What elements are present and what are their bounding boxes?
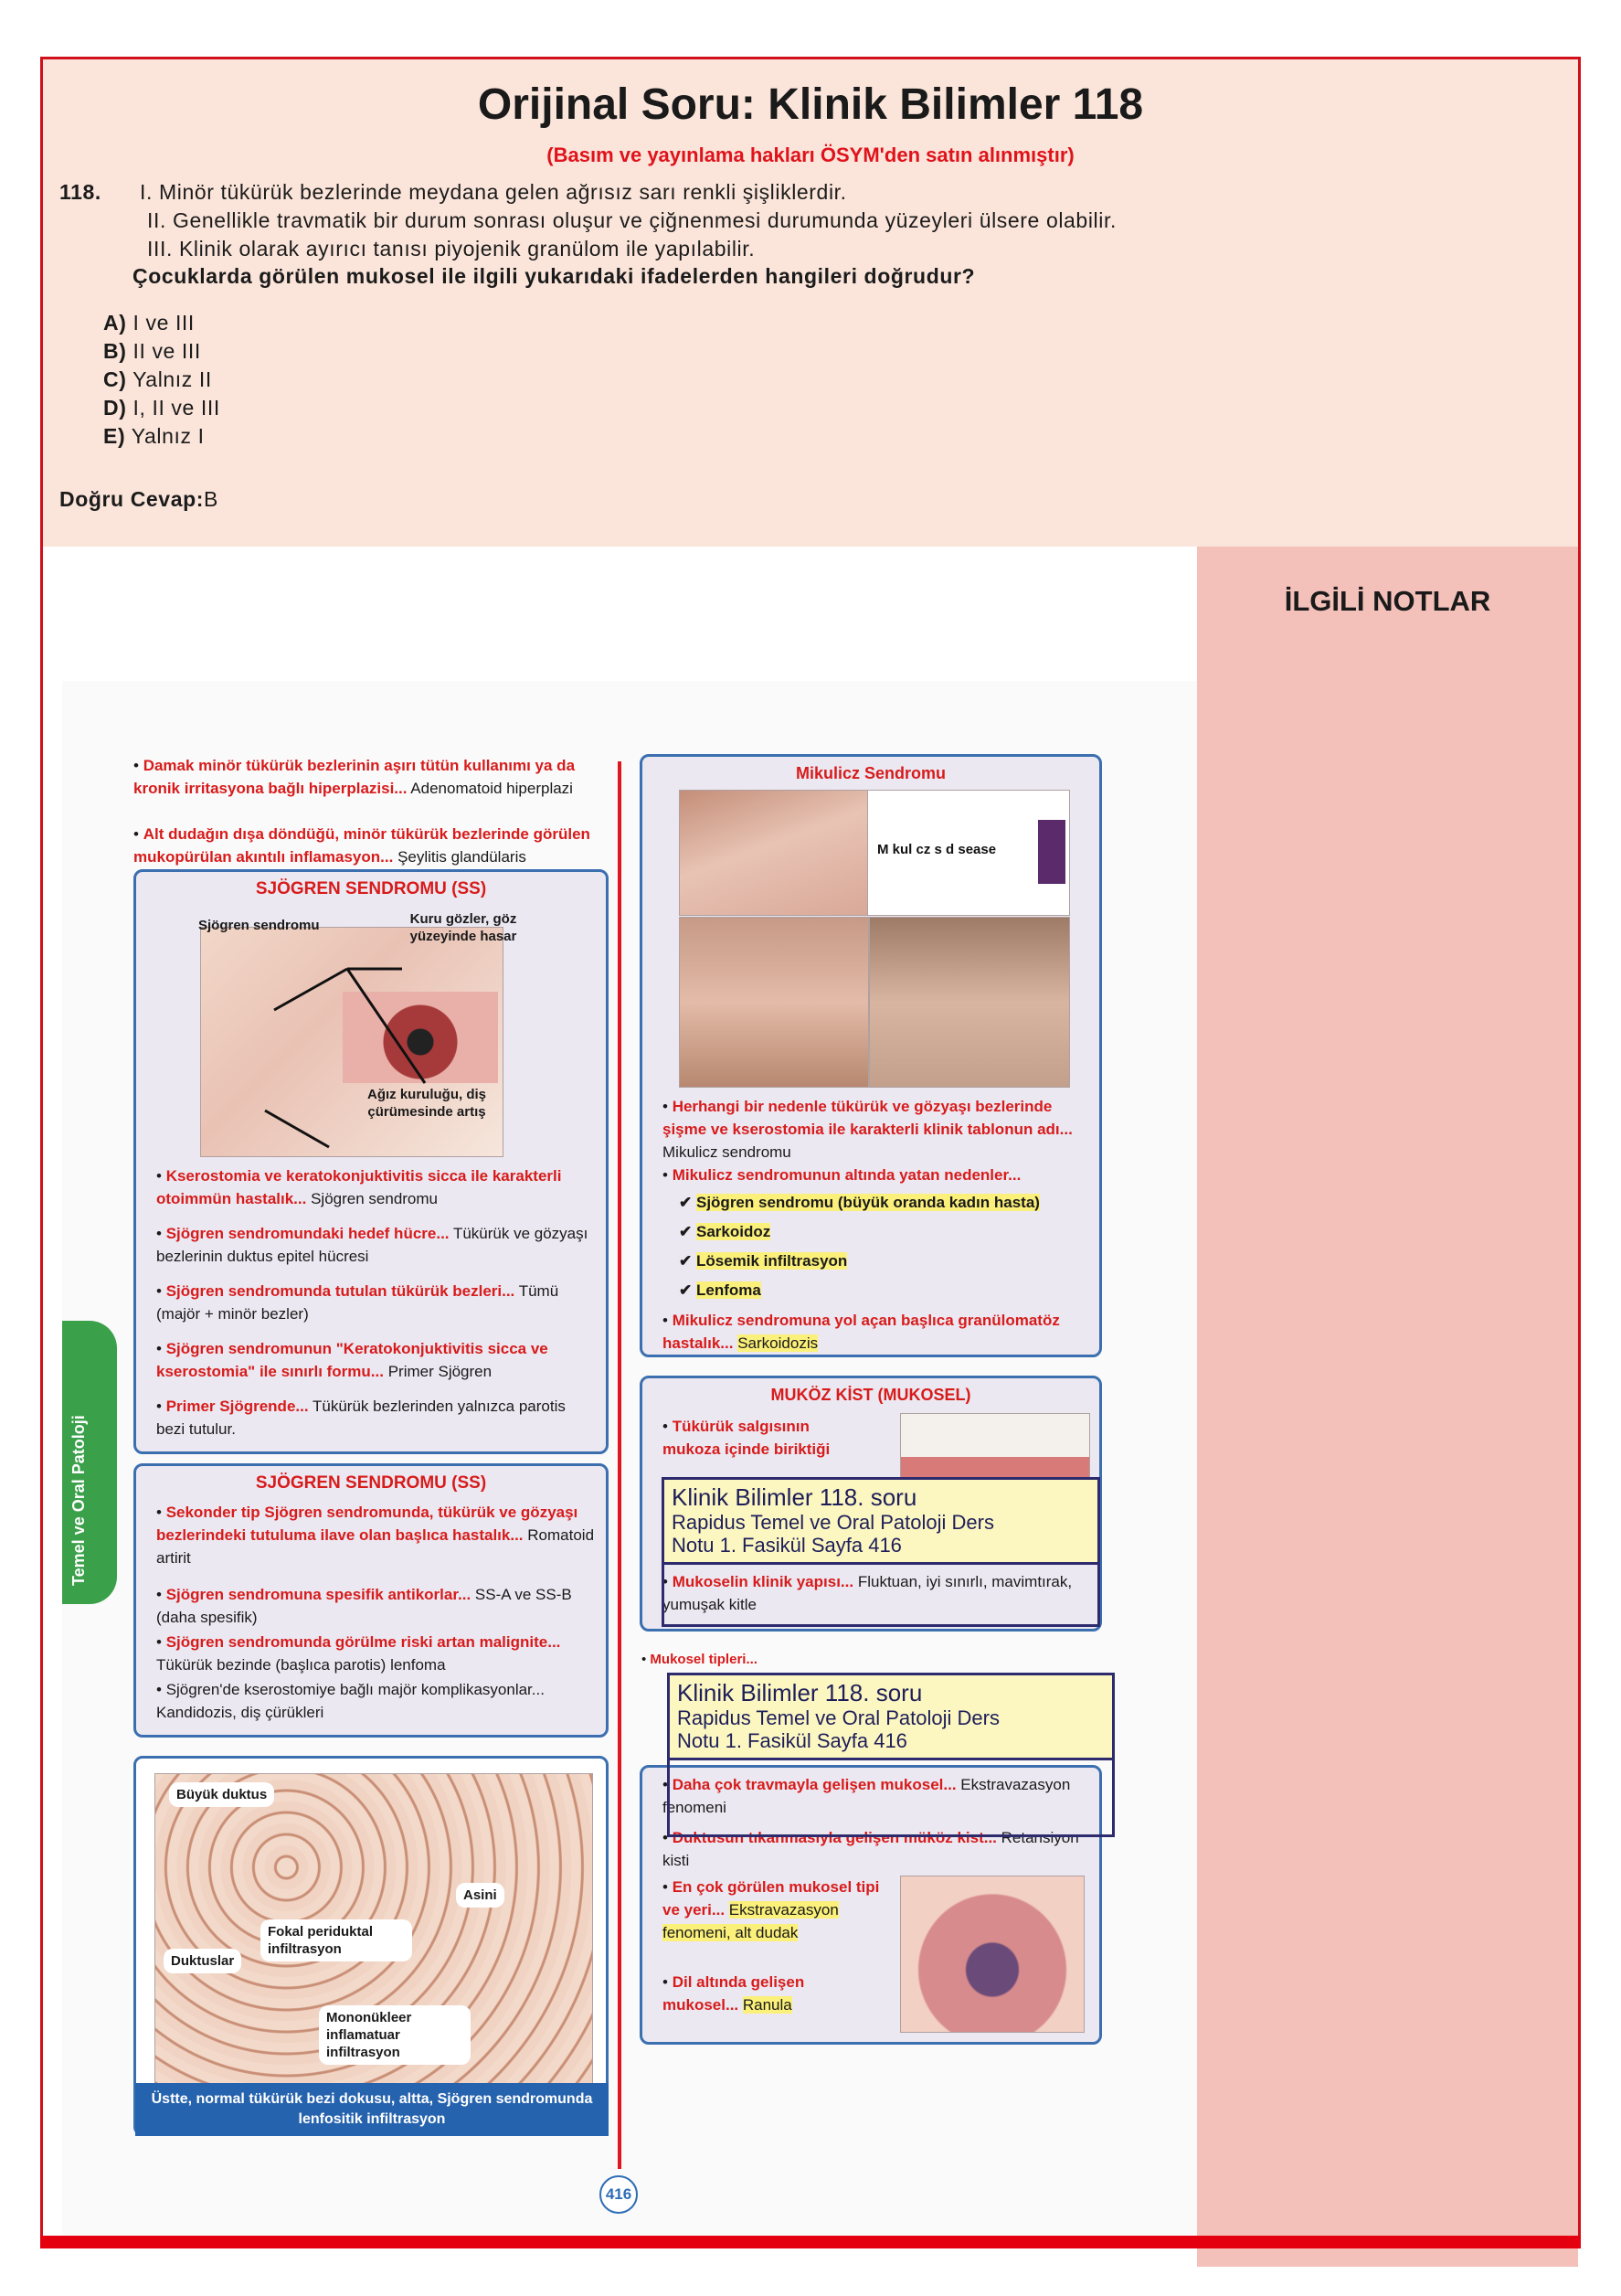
mikulicz-cause-1: ✔ Sjögren sendromu (büyük oranda kadın hasta) — [679, 1194, 1040, 1211]
mukosel-bullet-1: • Daha çok travmayla gelişen mukosel... Ekstravazasyon fenomeni — [662, 1776, 1071, 1816]
mikulicz-heading: Mikulicz Sendromu — [795, 764, 947, 782]
mukosel-bullet-4: • Dil altında gelişen mukosel... Ranula — [662, 1973, 805, 2014]
statement-3: III. Klinik olarak ayırıcı tanısı piyojenik granülom ile yapılabilir. — [147, 237, 756, 260]
sjogren-heading-2: SJÖGREN SENDROMU (SS) — [255, 1473, 487, 1493]
option-b[interactable]: B) II ve III — [103, 339, 201, 363]
fig-label-dry-eyes: Kuru gözler, göz yüzeyinde hasar — [409, 911, 517, 944]
mikulicz-cause-2: ✔ Sarkoidoz — [679, 1223, 771, 1240]
page-title: Orijinal Soru: Klinik Bilimler 118 — [477, 80, 1144, 129]
statement-2: II. Genellikle travmatik bir durum sonrası oluşur ve çiğnenmesi durumunda yüzeyleri ülsere olabilir. — [147, 208, 1117, 232]
sjogren-heading-1: SJÖGREN SENDROMU (SS) — [255, 879, 487, 898]
fig-label-dry-mouth: Ağız kuruluğu, diş çürümesinde artış — [367, 1087, 486, 1120]
fig-label-sjogren: Sjögren sendromu — [198, 918, 320, 933]
label-duktuslar: Duktuslar — [164, 1949, 241, 1973]
sjogren1-bullet-5: • Primer Sjögrende... Tükürük bezlerinden yalnızca parotis bezi tutulur. — [156, 1398, 566, 1438]
mukosel-heading: MUKÖZ KİST (MUKOSEL) — [770, 1386, 971, 1404]
mukosel-structure: • Mukoselin klinik yapısı... Fluktuan, iyi sınırlı, mavimtırak, yumuşak kitle — [662, 1573, 1073, 1613]
label-asini: Asini — [456, 1883, 504, 1908]
sjogren2-bullet-4: • Sjögren'de kserostomiye bağlı majör komplikasyonlar... Kandidozis, diş çürükleri — [156, 1681, 545, 1721]
histology-caption: Üstte, normal tükürük bezi dokusu, altta, Sjögren sendromunda lenfositik infiltrasyon — [135, 2083, 609, 2136]
top-bullet-2: • Alt dudağın dışa döndüğü, minör tükürük bezlerinde görülen mukopürülan akıntılı inflamasyon... Şeylitis glandülaris — [133, 825, 590, 866]
question-prompt: Çocuklarda görülen mukosel ile ilgili yukarıdaki ifadelerden hangileri doğrudur? — [132, 264, 976, 288]
sjogren1-bullet-4: • Sjögren sendromunun "Keratokonjuktivitis sicca ve kserostomia" ile sınırlı formu... Primer Sjögren — [156, 1340, 548, 1380]
correct-answer: Doğru Cevap:B — [59, 487, 218, 511]
question-number: 118. — [59, 180, 101, 204]
frame-bottom-bar — [40, 2236, 1581, 2248]
notes-title: İLGİLİ NOTLAR — [1284, 585, 1491, 617]
copyright-note: (Basım ve yayınlama hakları ÖSYM'den satın alınmıştır) — [546, 144, 1075, 166]
label-mononukleer: Mononükleer inflamatuar infiltrasyon — [319, 2005, 471, 2065]
statement-1: I. Minör tükürük bezlerinde meydana gelen ağrısız sarı renkli şişliklerdir. — [140, 180, 847, 204]
option-e[interactable]: E) Yalnız I — [103, 424, 205, 448]
reference-stamp-1: Klinik Bilimler 118. soru Rapidus Temel ve Oral Patoloji Ders Notu 1. Fasikül Sayfa 416 — [662, 1477, 1100, 1565]
mukosel-types: • Mukosel tipleri... — [641, 1652, 758, 1667]
page-number: 416 — [599, 2175, 638, 2214]
sjogren1-bullet-1: • Kserostomia ve keratokonjuktivitis sicca ile karakterli otoimmün hastalık... Sjögren sendromu — [156, 1167, 562, 1207]
mukosel-bullet-2: • Duktusun tıkanmasıyla gelişen müköz kist... Retansiyon kisti — [662, 1829, 1079, 1869]
mikulicz-bullet-3: • Mikulicz sendromuna yol açan başlıca granülomatöz hastalık... Sarkoidozis — [662, 1312, 1060, 1352]
option-d[interactable]: D) I, II ve III — [103, 396, 220, 420]
sjogren2-bullet-2: • Sjögren sendromuna spesifik antikorlar... SS-A ve SS-B (daha spesifik) — [156, 1586, 572, 1626]
label-fokal: Fokal periduktal infiltrasyon — [260, 1919, 412, 1961]
sjogren1-bullet-2: • Sjögren sendromundaki hedef hücre... Tükürük ve gözyaşı bezlerinin duktus epitel hücresi — [156, 1225, 588, 1265]
sjogren2-bullet-3: • Sjögren sendromunda görülme riski artan malignite... Tükürük bezinde (başlıca parotis) lenfoma — [156, 1633, 561, 1674]
reference-stamp-2: Klinik Bilimler 118. soru Rapidus Temel ve Oral Patoloji Ders Notu 1. Fasikül Sayfa 416 — [667, 1673, 1115, 1760]
mikulicz-cause-3: ✔ Lösemik infiltrasyon — [679, 1252, 848, 1270]
page-frame — [40, 57, 1581, 2247]
option-c[interactable]: C) Yalnız II — [103, 367, 212, 391]
sjogren1-bullet-3: • Sjögren sendromunda tutulan tükürük bezleri... Tümü (majör + minör bezler) — [156, 1282, 559, 1323]
sjogren2-bullet-1: • Sekonder tip Sjögren sendromunda, tükürük ve gözyaşı bezlerindeki tutuluma ilave olan başlıca hastalık... Romatoid artirit — [156, 1504, 595, 1567]
top-bullet-1: • Damak minör tükürük bezlerinin aşırı tütün kullanımı ya da kronik irritasyona bağlı hiperplazisi... Adenomatoid hiperplazi — [133, 757, 576, 797]
label-buyuk-duktus: Büyük duktus — [169, 1782, 274, 1807]
mikulicz-bullet-2: • Mikulicz sendromunun altında yatan nedenler... — [662, 1166, 1022, 1184]
option-a[interactable]: A) I ve III — [103, 311, 195, 335]
mukosel-bullet-3: • En çok görülen mukosel tipi ve yeri... Ekstravazasyon fenomeni, alt dudak — [662, 1878, 880, 1941]
side-tab: Temel ve Oral Patoloji — [62, 1321, 117, 1604]
mukosel-intro: • Tükürük salgısının mukoza içinde biriktiği — [662, 1418, 831, 1458]
photo-caption: M kul cz s d sease — [867, 790, 1070, 916]
mikulicz-bullet-1: • Herhangi bir nedenle tükürük ve gözyaşı bezlerinde şişme ve kserostomia ile karakterli klinik tablonun adı... Mikulicz sendromu — [662, 1098, 1073, 1161]
mikulicz-cause-4: ✔ Lenfoma — [679, 1281, 761, 1299]
